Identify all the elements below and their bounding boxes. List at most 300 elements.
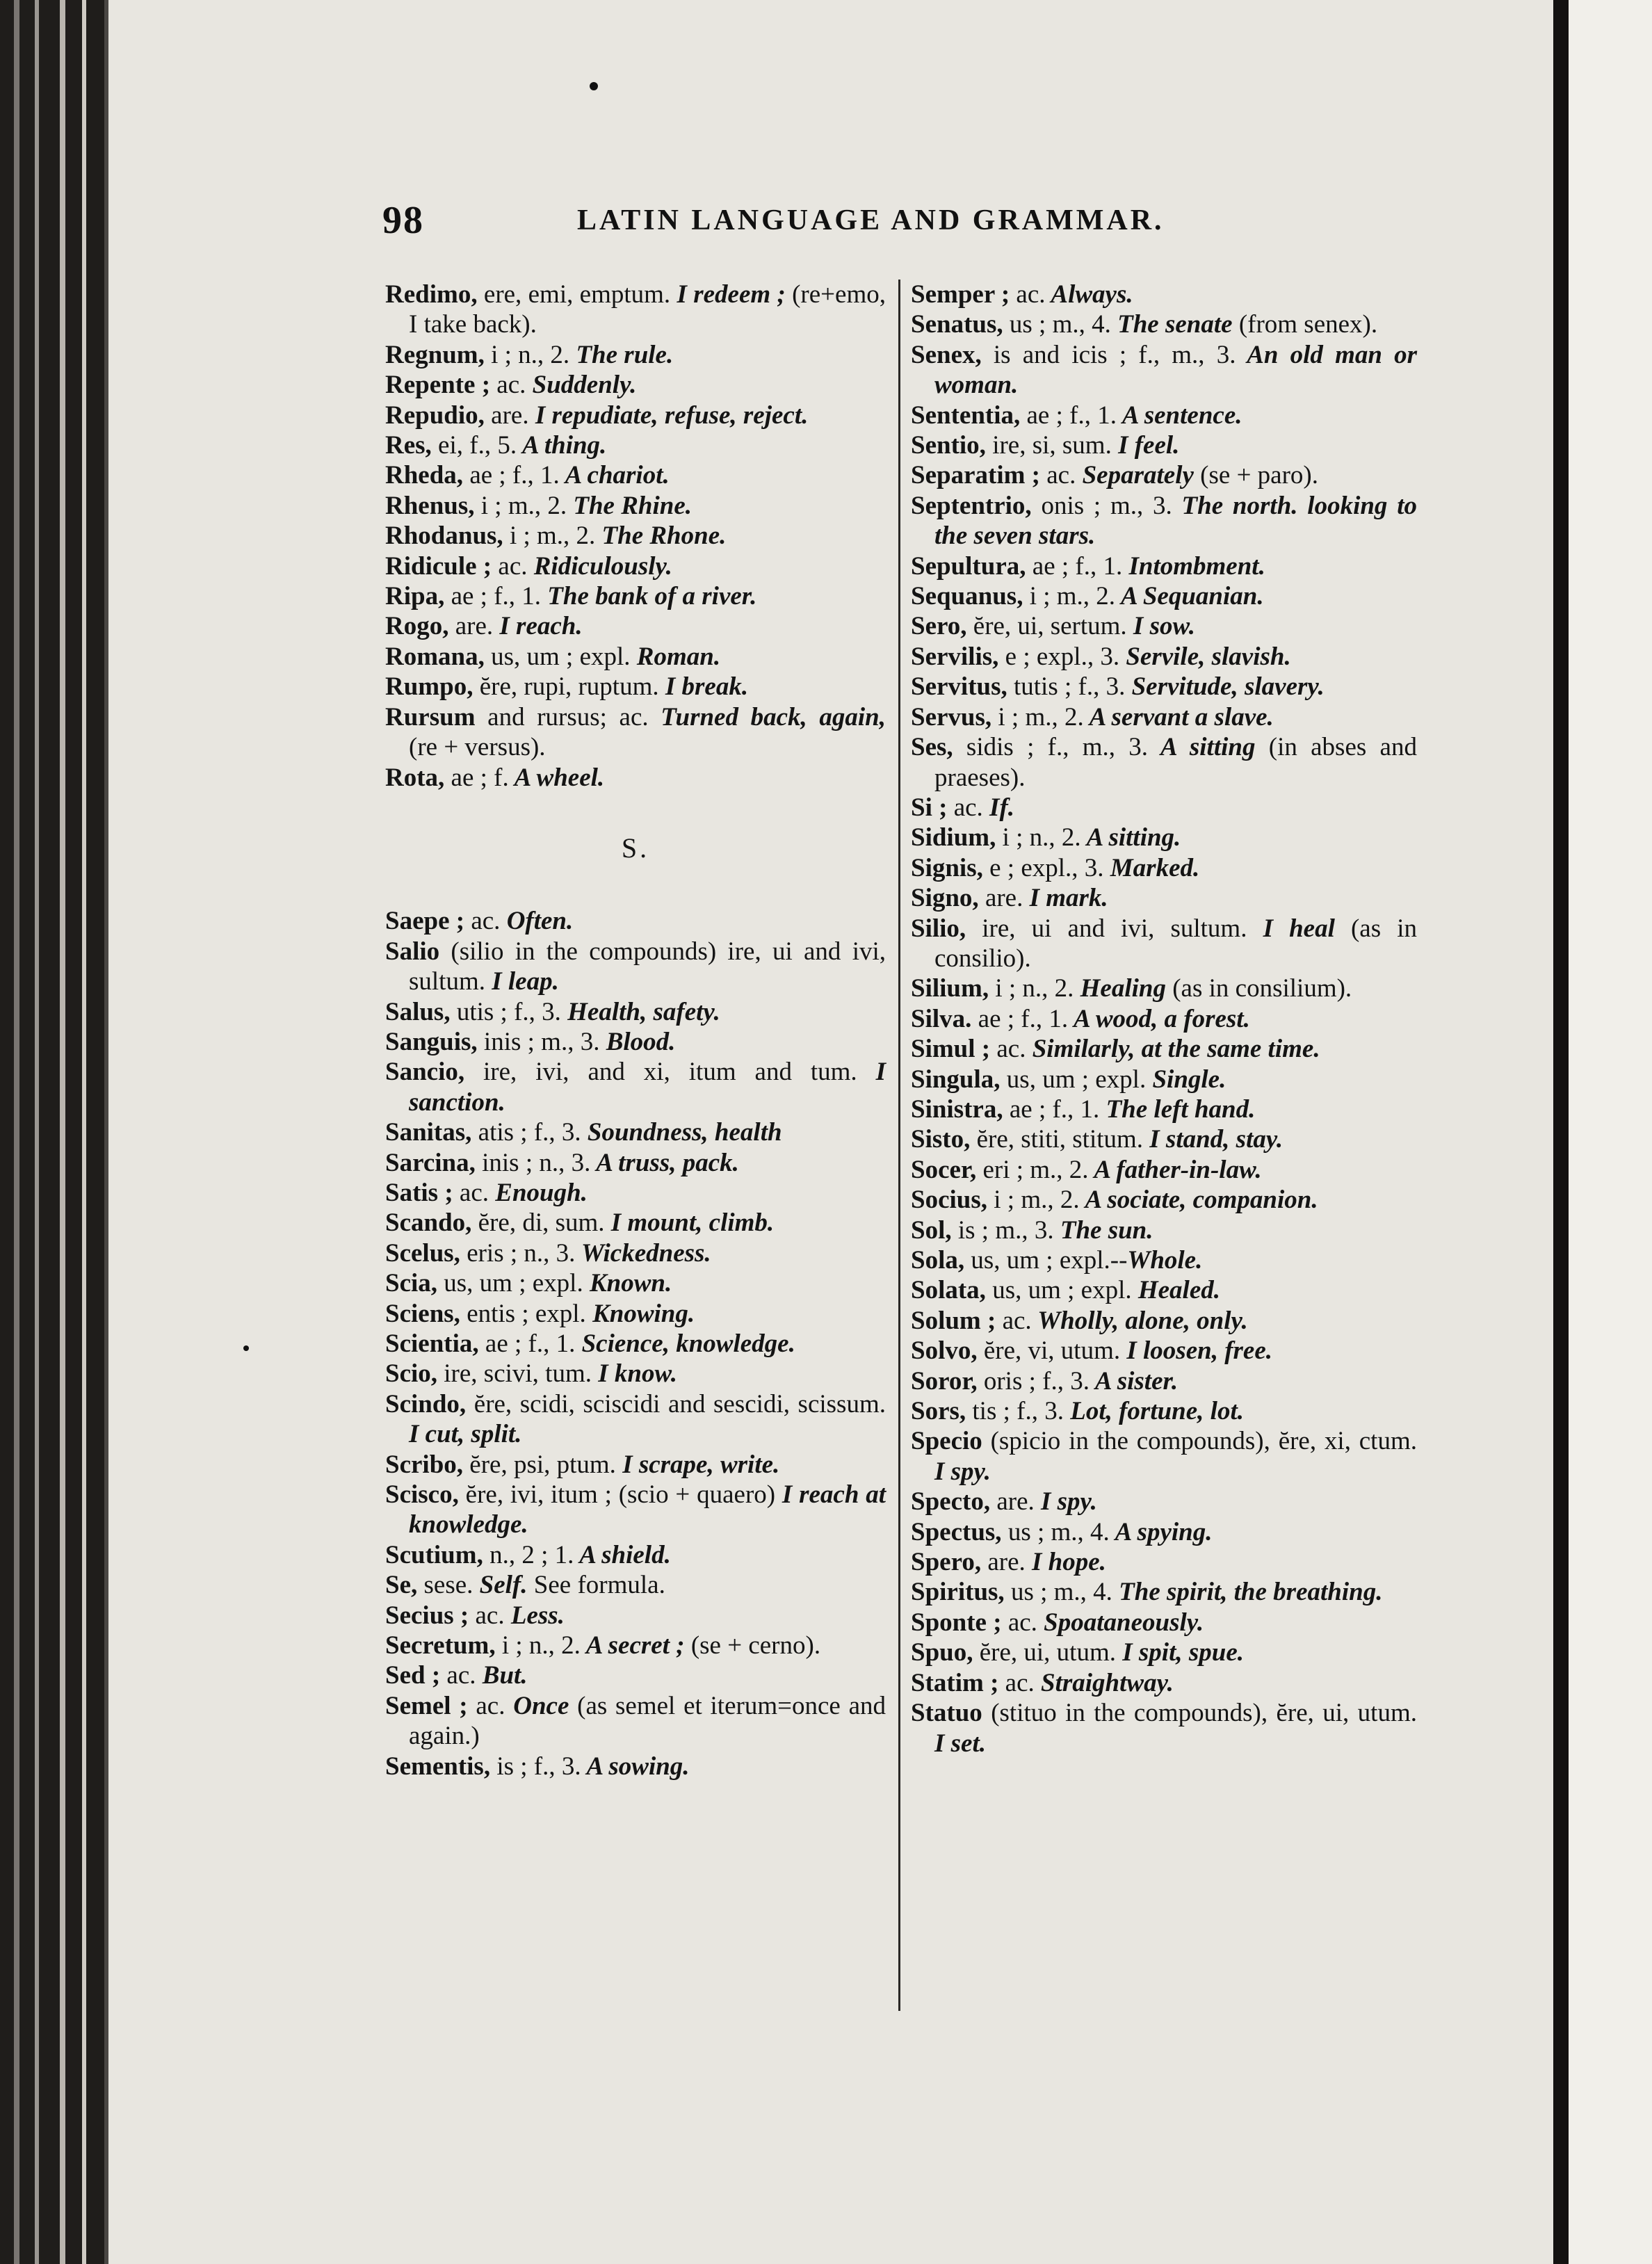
dictionary-entry [911,1396,1417,1426]
entry-headword: Sero, [911,612,967,641]
dictionary-entry [385,1027,886,1057]
page-header [382,198,1272,247]
dictionary-entry [911,1698,1417,1758]
letter-heading: S. [621,832,650,864]
dictionary-entry [385,997,886,1027]
dictionary-entry [911,1215,1417,1245]
entry-headword: Rumpo, [385,672,473,702]
entry-gloss: Servitude, slavery. [1125,672,1325,702]
entry-gloss: Servile, slavish. [1119,642,1291,671]
dictionary-entry [911,1366,1417,1396]
dictionary-entry [911,1034,1417,1064]
entry-gloss: Single. [1146,1065,1226,1094]
dictionary-entry [385,1631,886,1660]
entry-note: (re + versus). [409,733,546,762]
entry-headword: Scia, [385,1269,438,1298]
dictionary-entry [911,1608,1417,1638]
dictionary-entry [385,460,886,490]
entry-gloss: A shield. [574,1540,671,1569]
dictionary-entry [911,1275,1417,1305]
entry-grammar: us ; m., 4. [1004,1578,1112,1607]
entry-grammar: are. [990,1487,1035,1517]
entry-gloss: I repudiate, refuse, reject. [528,401,809,430]
entry-grammar: ac. [490,371,526,400]
entry-headword: Senex, [911,340,982,369]
entry-gloss: Intombment. [1122,551,1265,581]
entry-grammar: us, um ; expl. [985,1276,1132,1305]
entry-gloss: Often. [500,907,574,936]
right-entry-list [911,280,1417,1758]
entry-gloss: A sitting [1148,733,1256,762]
entry-headword: Sentio, [911,431,986,460]
entry-grammar: is ; m., 3. [951,1215,1054,1245]
entry-headword: Rogo, [385,612,449,641]
entry-gloss: Healed. [1131,1276,1221,1305]
entry-grammar: ac. [453,1178,489,1207]
entry-grammar: e ; expl., 3. [982,853,1104,882]
entry-gloss: The north. looking to the seven stars. [934,491,1417,551]
dictionary-entry [385,1148,886,1178]
dictionary-entry [911,973,1417,1003]
dictionary-entry [911,793,1417,823]
entry-grammar: eris ; n., 3. [460,1238,576,1268]
entry-gloss: The senate [1110,310,1233,339]
facing-page-strip [1553,0,1652,2264]
entry-note: (re+emo, I take back). [409,280,886,339]
dictionary-entry [385,611,886,641]
dictionary-entry [385,1329,886,1359]
entry-grammar: ac. [998,1668,1035,1697]
entry-gloss: The bank of a river. [541,582,757,611]
dictionary-entry [385,1057,886,1117]
entry-headword: Septentrio, [911,491,1032,520]
entry-grammar: onis ; m., 3. [1031,491,1172,520]
dictionary-entry [911,642,1417,672]
entry-headword: Sementis, [385,1752,491,1781]
entry-grammar: inis ; n., 3. [475,1148,591,1177]
entry-headword: Silium, [911,974,989,1003]
dictionary-entry [385,937,886,997]
entry-headword: Soror, [911,1366,978,1396]
entry-headword: Silio, [911,914,966,943]
entry-gloss: I feel. [1111,431,1180,460]
dictionary-entry [385,551,886,581]
entry-grammar: ae ; f., 1. [971,1004,1069,1033]
dictionary-entry [911,1245,1417,1275]
entry-headword: Scelus, [385,1238,460,1268]
dictionary-entry [385,370,886,400]
column-divider [898,280,900,2011]
entry-gloss: The spirit, the breathing. [1112,1578,1383,1607]
entry-headword: Solata, [911,1276,986,1305]
entry-headword: Secius ; [385,1601,469,1630]
entry-gloss: I reach at knowledge. [409,1480,886,1539]
entry-gloss: The rule. [569,340,674,369]
dictionary-entry [385,906,886,936]
dictionary-entry [385,1268,886,1298]
entry-note: (in abses and praeses). [934,733,1417,792]
entry-headword: Ridicule ; [385,551,492,581]
entry-gloss: I set. [934,1729,986,1758]
s-entry-list [385,906,886,1781]
entry-grammar: ire, ui and ivi, sultum. [966,914,1247,943]
dictionary-entry [911,732,1417,793]
entry-gloss: A father-in-law. [1088,1155,1262,1184]
entry-headword: Specto, [911,1487,991,1517]
entry-grammar: i ; n., 2. [495,1631,581,1660]
entry-gloss: A truss, pack. [590,1148,739,1177]
entry-headword: Statuo [911,1699,982,1728]
entry-gloss: I spy. [1034,1487,1097,1517]
entry-grammar: (stituo in the compounds), ĕre, ui, utum. [982,1699,1417,1728]
entry-gloss: Science, knowledge. [575,1329,795,1358]
entry-gloss: Spoataneously. [1037,1608,1204,1637]
dictionary-entry [385,581,886,611]
entry-headword: Sinistra, [911,1094,1003,1124]
dictionary-entry [911,611,1417,641]
dictionary-entry [385,763,886,793]
dictionary-entry [385,1570,886,1600]
entry-gloss: Similarly, at the same time. [1026,1035,1320,1064]
page-edge [82,0,86,2264]
entry-headword: Sors, [911,1397,966,1426]
entry-headword: Secretum, [385,1631,496,1660]
entry-gloss: A sister. [1089,1366,1179,1396]
entry-grammar: ae ; f. [444,763,509,792]
dictionary-entry [385,491,886,521]
entry-headword: Sola, [911,1246,965,1275]
entry-grammar: ire, scivi, tum. [437,1359,592,1389]
entry-grammar: ae ; f., 1. [1026,551,1123,581]
dictionary-entry [385,430,886,460]
entry-grammar: ire, si, sum. [985,431,1112,460]
entry-headword: Rota, [385,763,445,792]
entry-gloss: A thing. [517,431,607,460]
entry-headword: Sed ; [385,1661,441,1690]
entry-gloss: I cut, split. [409,1420,522,1449]
dictionary-entry [911,1336,1417,1366]
entry-headword: Scando, [385,1208,472,1238]
entry-grammar: i ; n., 2. [484,340,570,369]
entry-gloss: The Rhine. [567,491,693,520]
entry-gloss: A secret ; [580,1631,685,1660]
entry-gloss: Healing [1074,974,1166,1003]
entry-gloss: A wheel. [508,763,605,792]
dictionary-entry [911,1638,1417,1667]
dictionary-entry [911,823,1417,852]
entry-headword: Spuo, [911,1638,973,1667]
ink-dot [243,1345,249,1351]
dictionary-entry [385,1480,886,1540]
entry-note: (se + paro). [1193,461,1318,490]
dictionary-entry [385,1359,886,1389]
entry-gloss: Turned back, again, [648,702,886,731]
entry-grammar: is ; f., 3. [490,1752,581,1781]
dictionary-entry [385,1117,886,1147]
entry-grammar: are. [981,1548,1026,1577]
entry-headword: Servitus, [911,672,1007,702]
dictionary-entry [385,1178,886,1208]
entry-note: (as in consilio). [934,914,1417,973]
entry-gloss: A chariot. [559,461,670,490]
dictionary-entry [911,309,1417,339]
dictionary-entry [385,1238,886,1268]
entry-grammar: ae ; f., 1. [478,1329,576,1358]
entry-headword: Spectus, [911,1517,1002,1546]
entry-headword: Sciens, [385,1299,460,1328]
entry-headword: Salus, [385,997,451,1026]
entry-grammar: i ; m., 2. [987,1186,1080,1215]
entry-gloss: Straightway. [1034,1668,1174,1697]
entry-headword: Silva. [911,1004,972,1033]
entry-gloss: Once [505,1691,569,1720]
entry-grammar: ĕre, rupi, ruptum. [473,672,659,702]
entry-grammar: (spicio in the compounds), ĕre, xi, ctum. [982,1427,1417,1456]
entry-grammar: ac. [1040,461,1076,490]
entry-gloss: A servant a slave. [1083,702,1274,731]
entry-headword: Scisco, [385,1480,459,1510]
running-head: LATIN LANGUAGE AND GRAMMAR. [577,204,1165,236]
entry-grammar: ac. [469,1601,505,1630]
entry-grammar: ire, ivi, and xi, itum and tum. [464,1058,857,1087]
entry-gloss: Less. [504,1601,565,1630]
entry-grammar: us, um ; expl. [437,1269,583,1298]
entry-headword: Sarcina, [385,1148,476,1177]
entry-headword: Rhodanus, [385,521,503,551]
entry-grammar: are. [448,612,494,641]
entry-gloss: Lot, fortune, lot. [1063,1397,1244,1426]
entry-grammar: ĕre, ui, sertum. [966,612,1127,641]
dictionary-entry [911,672,1417,702]
entry-gloss: A wood, a forest. [1068,1004,1250,1033]
dictionary-entry [385,1299,886,1329]
entry-grammar: i ; m., 2. [474,491,567,520]
entry-grammar: i ; m., 2. [1023,582,1116,611]
entry-gloss: A sowing. [581,1752,690,1781]
entry-gloss: I know. [592,1359,678,1389]
entry-gloss: But. [476,1661,528,1690]
entry-headword: Sancio, [385,1058,465,1087]
dictionary-entry [911,1306,1417,1336]
entry-headword: Scutium, [385,1540,483,1569]
dictionary-entry [385,702,886,763]
entry-headword: Scio, [385,1359,438,1389]
entry-headword: Rursum [385,702,476,731]
entry-grammar: ac. [464,907,501,936]
entry-gloss: The sun. [1053,1215,1153,1245]
entry-gloss: I leap. [485,967,559,996]
entry-headword: Saepe ; [385,907,465,936]
entry-headword: Signis, [911,853,983,882]
entry-headword: Socius, [911,1186,988,1215]
entry-gloss: Enough. [489,1178,588,1207]
entry-headword: Semel ; [385,1691,468,1720]
entry-note: (from senex). [1232,310,1378,339]
entry-gloss: I mark. [1023,884,1108,913]
entry-headword: Repudio, [385,401,485,430]
entry-grammar: ĕre, di, sum. [471,1208,605,1238]
dictionary-entry [911,551,1417,581]
dictionary-entry [911,1547,1417,1577]
entry-gloss: I spit, spue. [1116,1638,1245,1667]
entry-grammar: ere, emi, emptum. [477,280,671,309]
entry-gloss: Known. [583,1269,672,1298]
entry-headword: Sidium, [911,823,996,852]
entry-grammar: eri ; m., 2. [976,1155,1089,1184]
dictionary-entry [385,1389,886,1450]
entry-grammar: us ; m., 4. [1003,310,1111,339]
entry-grammar: inis ; m., 3. [477,1027,600,1056]
entry-grammar: i ; m., 2. [991,702,1084,731]
entry-grammar: are. [484,401,529,430]
entry-gloss: I stand, stay. [1143,1125,1283,1154]
entry-grammar: utis ; f., 3. [450,997,561,1026]
dictionary-entry [911,581,1417,611]
entry-gloss: I break. [658,672,749,702]
entry-headword: Satis ; [385,1178,453,1207]
entry-grammar: and rursus; ac. [475,702,649,731]
entry-headword: Semper ; [911,280,1010,309]
entry-headword: Sisto, [911,1125,971,1154]
entry-grammar: i ; m., 2. [503,521,596,551]
entry-grammar: us ; m., 4. [1001,1517,1110,1546]
entry-grammar: ac. [467,1691,505,1720]
entry-gloss: I loosen, free. [1120,1336,1273,1366]
dictionary-entry [911,883,1417,913]
entry-grammar: sese. [417,1571,473,1600]
entry-grammar: i ; n., 2. [989,974,1074,1003]
entry-gloss: Whole. [1127,1246,1203,1275]
dictionary-entry [911,1004,1417,1034]
entry-gloss: Roman. [630,642,721,671]
entry-gloss: A Sequanian. [1115,582,1264,611]
entry-grammar: ei, f., 5. [431,431,517,460]
entry-gloss: I spy. [934,1457,991,1486]
entry-gloss: I scrape, write. [615,1450,780,1479]
entry-gloss: I redeem ; [670,280,786,309]
entry-grammar: atis ; f., 3. [471,1118,581,1147]
dictionary-entry [911,1185,1417,1215]
entry-note: (as in consilium). [1165,974,1352,1003]
entry-grammar: us, um ; expl.-- [964,1246,1128,1275]
dictionary-entry [911,1065,1417,1094]
entry-headword: Repente ; [385,371,491,400]
entry-headword: Simul ; [911,1035,991,1064]
entry-gloss: I reach. [493,612,583,641]
entry-gloss: If. [982,793,1015,822]
entry-grammar: ae ; f., 1. [1020,401,1117,430]
dictionary-entry [911,460,1417,490]
entry-headword: Scientia, [385,1329,479,1358]
dictionary-entry [385,1660,886,1690]
entry-headword: Romana, [385,642,485,671]
entry-grammar: ae ; f., 1. [463,461,560,490]
entry-headword: Sanguis, [385,1027,478,1056]
entry-headword: Redimo, [385,280,478,309]
entry-grammar: ac. [1010,280,1046,309]
dictionary-entry [911,1124,1417,1154]
dictionary-entry [385,280,886,340]
dictionary-entry [911,430,1417,460]
entry-headword: Separatim ; [911,461,1040,490]
entry-gloss: A sentence. [1116,401,1242,430]
ink-dot [590,82,598,90]
entry-gloss: The Rhone. [595,521,727,551]
entry-gloss: I mount, climb. [604,1208,775,1238]
entry-grammar: e ; expl., 3. [998,642,1120,671]
dictionary-entry [911,1155,1417,1185]
r-entry-list [385,280,886,793]
page-edge [35,0,39,2264]
entry-gloss: Soundness, health [581,1118,782,1147]
entry-gloss: I hope. [1025,1548,1106,1577]
page-edge [14,0,19,2264]
dictionary-entry [385,642,886,672]
entry-grammar: ae ; f., 1. [444,582,542,611]
entry-grammar: ac. [996,1306,1032,1335]
dictionary-entry [911,1668,1417,1698]
entry-headword: Sanitas, [385,1118,472,1147]
entry-gloss: Knowing. [585,1299,695,1328]
entry-headword: Solvo, [911,1336,978,1366]
entry-headword: Sol, [911,1215,952,1245]
entry-headword: Scindo, [385,1389,467,1418]
entry-headword: Signo, [911,884,979,913]
entry-headword: Servus, [911,702,992,731]
dictionary-entry [385,1540,886,1570]
entry-headword: Socer, [911,1155,977,1184]
entry-headword: Sponte ; [911,1608,1002,1637]
entry-grammar: ac. [1001,1608,1037,1637]
entry-grammar: are. [978,884,1023,913]
dictionary-entry [911,853,1417,883]
dictionary-entry [911,1517,1417,1547]
right-column [911,280,1417,1758]
entry-headword: Senatus, [911,310,1003,339]
entry-gloss: The left hand. [1099,1094,1256,1124]
dictionary-entry [385,521,886,551]
entry-headword: Scribo, [385,1450,464,1479]
entry-headword: Spiritus, [911,1578,1005,1607]
entry-gloss: A sociate, companion. [1079,1186,1318,1215]
dictionary-entry [385,1691,886,1752]
entry-grammar: (silio in the compounds) ire, ui and ivi, sultum. [409,937,886,996]
dictionary-entry [911,1487,1417,1517]
dictionary-entry [385,1450,886,1480]
dictionary-entry [385,672,886,702]
dictionary-entry [911,1094,1417,1124]
entry-grammar: us, um ; expl. [484,642,631,671]
entry-gloss: Health, safety. [560,997,720,1026]
entry-gloss: Wholly, alone, only. [1031,1306,1248,1335]
dictionary-entry [911,280,1417,309]
entry-headword: Sententia, [911,401,1021,430]
entry-grammar: entis ; expl. [460,1299,586,1328]
entry-gloss: I sanction. [409,1058,886,1117]
entry-headword: Res, [385,431,432,460]
entry-gloss: Separately [1076,461,1194,490]
entry-grammar: sidis ; f., m., 3. [953,733,1149,762]
entry-headword: Singula, [911,1065,1001,1094]
entry-gloss: Ridiculously. [527,551,672,581]
entry-headword: Sequanus, [911,582,1023,611]
entry-grammar: ĕre, vi, utum. [977,1336,1121,1366]
entry-grammar: n., 2 ; 1. [483,1540,574,1569]
dictionary-entry [911,702,1417,732]
entry-headword: Solum ; [911,1306,996,1335]
entry-grammar: ĕre, ivi, itum ; (scio + quaero) [458,1480,776,1510]
entry-headword: Statim ; [911,1668,999,1697]
